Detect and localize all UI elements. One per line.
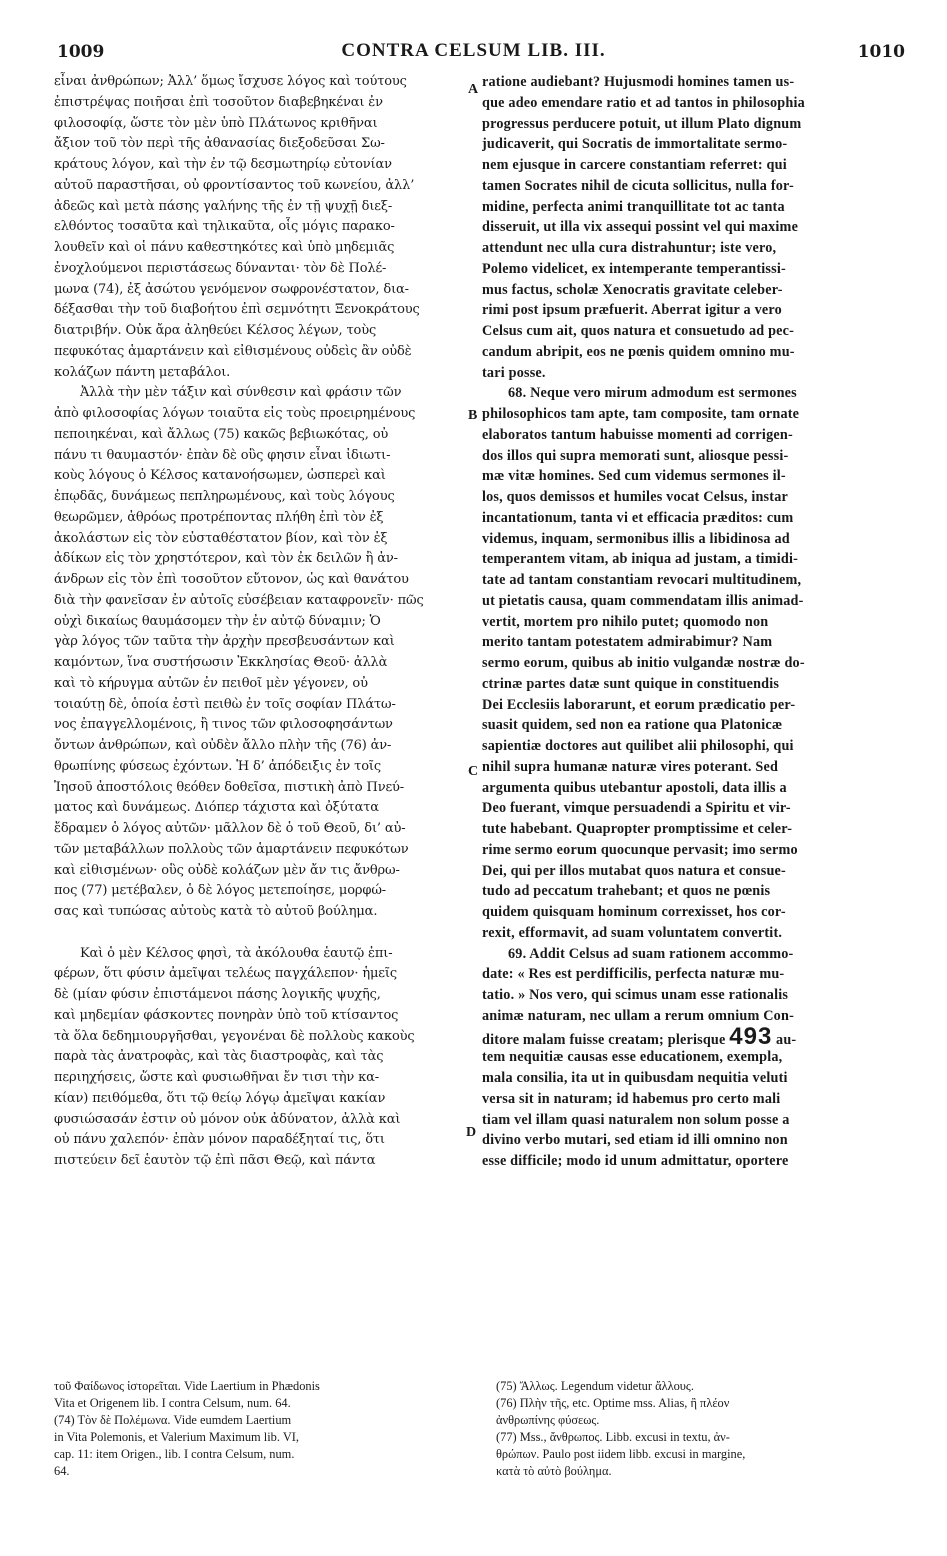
footnotes-left — [54, 1378, 470, 1480]
paragraph-gap — [54, 923, 470, 944]
latin-line: rexit, efformavit, ad suam voluntatem convertit. — [482, 924, 783, 941]
latin-line: ctrinæ partes datæ sunt quique in constituendis — [482, 675, 780, 692]
section-letter-a: A — [468, 82, 479, 97]
greek-line: φιλοσοφίᾳ, ὥστε τὸν μὲν ὑπὸ Πλάτωνος κριθῆναι — [54, 115, 378, 131]
greek-line: οὐχὶ δικαίως θαυμάσομεν τὴν ἐν αὐτῷ δύναμιν; Ὁ — [54, 613, 381, 629]
greek-line: δὲ (μίαν φύσιν ἐπιστάμενοι πάσης λογικῆς ψυχῆς, — [54, 987, 381, 1002]
greek-line: καὶ μηδεμίαν φάσκοντες πονηρὰν ὑπὸ τοῦ κτίσαντος — [54, 1007, 399, 1023]
greek-line: καὶ εἰθισμένων· οὓς οὐδὲ κολάζων μὲν ἄν τις ἄνθρω- — [54, 862, 400, 878]
volume-page-marker: 493 — [729, 1026, 773, 1048]
latin-line: rimi post ipsum præfuerit. Aberrat igitur a vero — [482, 302, 782, 319]
latin-line: elaboratos tantum habuisse momenti ad corrigen- — [482, 426, 793, 443]
latin-line: date: « Res est perdifficilis, perfecta naturæ mu- — [482, 966, 785, 983]
latin-line: midine, perfecta animi tranquillitate tot ac tanta — [482, 198, 785, 215]
footnote-line: ἀνθρωπίνης φύσεως. — [496, 1413, 600, 1427]
latin-line: rime sermo eorum quocunque pervasit; imo sermo — [482, 841, 798, 858]
section-letter-d: D — [466, 1125, 477, 1140]
page-number-left: 1009 — [57, 42, 105, 62]
greek-line: διατριβήν. Οὐκ ἄρα ἀληθεύει Κέλσος λέγων, τοὺς — [54, 323, 377, 338]
latin-line: tiam vel illam quasi naturalem non solum posse a — [482, 1111, 790, 1128]
greek-line: πος (77) μετέβαλεν, ὁ δὲ λόγος μετεποίησε, μορφώ- — [54, 883, 387, 899]
greek-line: διὰ τὴν φανεῖσαν ἐν αὐτοῖς εὐσέβειαν καταφρονεῖν· πῶς — [54, 592, 424, 608]
latin-line: Dei, qui per illos mutabat quos natura et consue- — [482, 862, 786, 879]
latin-line: tari posse. — [482, 364, 546, 381]
latin-line: Polemo videlicet, ex intemperante temperantissi- — [482, 260, 786, 277]
latin-line: tamen Socrates nihil de cicuta sollicitus, nulla for- — [482, 177, 794, 194]
running-title: CONTRA CELSUM LIB. III. — [341, 40, 606, 61]
greek-line: μωνα (74), ἐξ ἀσώτου γενόμενον σωφρονέστατον, δια- — [54, 281, 409, 297]
greek-line: ἔδραμεν ὁ λόγος αὐτῶν· μᾶλλον δὲ ὁ τοῦ Θεοῦ, δι’ αὐ- — [54, 821, 406, 836]
latin-line: tem nequitiæ causas esse educationem, exempla, — [482, 1049, 783, 1066]
latin-line: 69. Addit Celsus ad suam rationem accommo- — [508, 945, 794, 962]
greek-line: πεφυκότας ἁμαρτάνειν καὶ εἰθισμένους οὐδεὶς ἂν οὐδὲ — [54, 343, 412, 359]
greek-line: φέρων, ὅτι φύσιν ἀμεῖψαι τελέως παγχάλεπον· ἡμεῖς — [54, 966, 397, 982]
greek-line: κίαν) πειθόμεθα, ὅτι τῷ θείῳ λόγῳ ἀμεῖψαι κακίαν — [54, 1090, 386, 1106]
greek-line: ἄξιον τοῦ τὸν περὶ τῆς ἀθανασίας διεξοδεῦσαι Σω- — [54, 136, 385, 152]
greek-line: ὄντων ἀνθρώπων, καὶ οὐδὲν ἄλλο πλὴν τῆς (76) ἀν- — [54, 738, 392, 753]
latin-line: dos illos qui supra memorati sunt, aliosque pessi- — [482, 447, 789, 464]
latin-line: versa sit in naturam; id habemus pro certo mali — [482, 1090, 781, 1107]
greek-line: τὰ ὅλα δεδημιουργῆσθαι, γεγονέναι δὲ πολλοὺς κακοὺς — [54, 1028, 415, 1044]
latin-line: progressus perducere potuit, ut illum Plato dignum — [482, 115, 802, 132]
latin-line: incantationum, tanta vi et efficacia præditos: cum — [482, 509, 794, 526]
greek-line: δέξασθαι τὴν τοῦ διαβοήτου ἐπὶ σεμνότητι Ξενοκράτους — [54, 302, 420, 318]
greek-line: λουθεῖν καὶ οἱ πάνυ καθεστηκότες καὶ ὑπὸ μηδεμιᾶς — [54, 240, 395, 255]
greek-line: ματος καὶ δυνάμεως. Διόπερ τάχιστα καὶ ὀξύτατα — [54, 800, 379, 816]
greek-line: ἐπιστρέψας ποιῆσαι ἐπὶ τοσοῦτον διαβεβηκέναι ἐν — [54, 94, 383, 110]
latin-line: mala consilia, ita ut in quibusdam nequitia veluti — [482, 1070, 788, 1086]
footnote-line: in Vita Polemonis, et Valerium Maximum lib. VI, — [54, 1430, 299, 1444]
latin-line: Deo fuerant, vimque persuadendi a Spiritu et vir- — [482, 800, 791, 817]
greek-line: οὐ πάνυ χαλεπόν· ἐπὰν μόνον παραδέξηταί τις, ὅτι — [54, 1132, 385, 1148]
section-letter-b: B — [468, 408, 478, 423]
latin-line: ut pietatis causa, quam commendatam illis animad- — [482, 592, 804, 609]
greek-line: περιηχήσεις, ὥστε καὶ φυσιωθῆναι ἔν τισι τὴν κα- — [54, 1070, 380, 1085]
greek-line: κράτους λόγον, καὶ τὴν ἐν τῷ δεσμωτηρίῳ εὐτονίαν — [54, 157, 392, 172]
greek-line: νος ἐπαγγελλομένοις, ἢ τινος τῶν φιλοσοφησάντων — [54, 717, 393, 733]
greek-line: ἐπῳδᾶς, δυνάμεως πεπληρωμένους, καὶ τοὺς λόγους — [54, 489, 395, 504]
greek-line: γὰρ λόγος τῶν ταῦτα τὴν ἀρχὴν πρεσβευσάντων καὶ — [54, 634, 395, 650]
latin-line: esse difficile; modo id unum admittatur, oportere — [482, 1153, 789, 1169]
latin-line: animæ naturam, nec ullam a rerum omnium Con- — [482, 1007, 794, 1024]
latin-line: tatio. » Nos vero, qui scimus unam esse rationalis — [482, 987, 789, 1003]
greek-line: παρὰ τὰς ἀνατροφὰς, καὶ τὰς διαστροφὰς, καὶ τὰς — [54, 1049, 384, 1065]
latin-line: que adeo emendare ratio et ad tantos in philosophia — [482, 94, 805, 111]
footnote-line: (75) Ἄλλως. Legendum videtur ἄλλους. — [496, 1379, 694, 1393]
greek-line: αὐτοῦ παραστῆσαι, οὐ φροντίσαντος τοῦ κωνείου, ἀλλ’ — [54, 177, 415, 193]
latin-line: attendunt nec ulla cura distrahuntur; iste vero, — [482, 240, 777, 256]
greek-column — [54, 72, 470, 1172]
page-header — [0, 40, 947, 70]
greek-line: πιστεύειν δεῖ ἑαυτὸν τῷ ἐπὶ πᾶσι Θεῷ, καὶ πάντα — [54, 1153, 376, 1168]
latin-line: Dei Ecclesiis laborarunt, et eorum prædicatio per- — [482, 696, 796, 713]
latin-line: Celsus cum ait, quos natura et consuetudo ad pec- — [482, 323, 795, 339]
greek-line: σας καὶ τυπώσας αὐτοὺς κατὰ τὸ αὐτοῦ βούλημα. — [54, 904, 378, 919]
latin-line: suasit quidem, sed non ea ratione qua Platonicæ — [482, 717, 783, 734]
footnote-line: 64. — [54, 1464, 70, 1478]
greek-line: ἀκολάστων εἰς τὸν εὐσταθέστατον βίον, καὶ τὸν ἐξ — [54, 530, 388, 546]
footnote-line: (74) Τὸν δὲ Πολέμωνα. Vide eumdem Laertium — [54, 1413, 292, 1427]
section-letter-c: C — [468, 764, 479, 779]
latin-line-text: au- — [772, 1031, 797, 1048]
latin-line: sermo eorum, quibus ab initio vulgandæ nostræ do- — [482, 655, 805, 671]
latin-line: 68. Neque vero mirum admodum est sermones — [508, 385, 797, 402]
latin-line: judicaverit, qui Socratis de immortalitate sermo- — [482, 136, 788, 153]
greek-line: θεωρῶμεν, ἀθρόως προτρέποντας πλήθη ἐπὶ τὸν ἐξ — [54, 509, 384, 525]
greek-line: καμόντων, ἵνα συστήσωσιν Ἐκκλησίας Θεοῦ· ἀλλὰ — [54, 655, 388, 670]
greek-line: κολάζων πάντη μεταβάλοι. — [54, 364, 231, 380]
latin-line: temperantem vitam, ab iniqua ad justam, a timidi- — [482, 551, 799, 568]
greek-line: τοιαύτῃ δὲ, ὁποία ἐστὶ πειθὼ ἐν τοῖς σοφίαν Πλάτω- — [54, 696, 396, 712]
greek-line: ἀδεῶς καὶ μετὰ πάσης γαλήνης τῆς ἐν τῇ ψυχῇ διεξ- — [54, 198, 393, 214]
latin-column — [482, 72, 902, 1172]
greek-line: Ἰησοῦ ἀποστόλοις θεόθεν δοθεῖσα, πιστικὴ ἀπὸ Πνεύ- — [54, 779, 405, 795]
footnote-line: θρώπων. Paulo post iidem libb. excusi in margine, — [496, 1447, 746, 1461]
latin-line: disseruit, ut illa vix assequi possint vel qui maxime — [482, 219, 799, 236]
greek-line: ελθόντος τοσαῦτα καὶ τηλικαῦτα, οἷς μόγις παρακο- — [54, 219, 395, 235]
greek-line: πεποιηκέναι, καὶ ἄλλως (75) κακῶς βεβιωκότας, οὐ — [54, 426, 389, 442]
latin-line: videmus, inquam, sermonibus illis a libidinosa ad — [482, 530, 790, 547]
greek-line: καὶ τὸ κήρυγμα αὐτῶν ἐν πειθοῖ μὲν γέγονεν, οὐ — [54, 675, 368, 691]
latin-line: sapientiæ doctores aut quilibet alii philosophi, qui — [482, 738, 794, 754]
latin-line: mæ vitæ homines. Sed cum videmus sermones il- — [482, 468, 786, 485]
greek-line: κοὺς λόγους ὁ Κέλσος κατανοήσωμεν, ὡσπερεὶ καὶ — [54, 468, 386, 484]
page-number-right: 1010 — [857, 42, 905, 62]
greek-line: θρωπίνης φύσεως ἐχόντων. Ἡ δ’ ἀπόδειξις ἐν τοῖς — [54, 758, 381, 774]
latin-line: mus factus, scholæ Xenocratis gravitate celeber- — [482, 281, 783, 298]
greek-line: πάνυ τι θαυμαστόν· ἐπὰν δὲ οὓς φησιν εἶναι ἰδιωτι- — [54, 447, 391, 463]
greek-line: Καὶ ὁ μὲν Κέλσος φησὶ, τὰ ἀκόλουθα ἑαυτῷ ἐπι- — [80, 945, 393, 961]
latin-line: merito tantam potestatem admirabimur? Nam — [482, 634, 773, 651]
footnote-line: τοῦ Φαίδωνος ἱστορεῖται. Vide Laertium in Phædonis — [54, 1379, 320, 1393]
footnotes-right — [496, 1378, 906, 1480]
greek-line: άνδρων εἰς τὸν ἐπὶ τοσοῦτον εὔτονον, ὡς καὶ θανάτου — [54, 572, 409, 587]
greek-line: εἶναι ἀνθρώπων; Ἀλλ’ ὅμως ἴσχυσε λόγος καὶ τούτους — [54, 74, 407, 89]
greek-line: τῶν μεταβάλλων πολλοὺς τῶν ἁμαρτάνειν πεφυκότων — [54, 841, 409, 857]
greek-line: ἀδίκων εἰς τὸν χρηστότερον, καὶ τὸν ἐκ δειλῶν ἢ ἀν- — [54, 551, 398, 567]
latin-line: candum abripit, eos ne pœnis quidem omnino mu- — [482, 343, 795, 360]
latin-line: quidem quisquam hominum correxisset, hos cor- — [482, 904, 786, 920]
latin-line: los, quos demissos et humiles vocat Celsus, instar — [482, 489, 788, 505]
latin-line: divino verbo mutari, sed etiam id illi omnino non — [482, 1132, 788, 1149]
footnote-line: κατὰ τὸ αὐτὸ βούλημα. — [496, 1464, 612, 1478]
footnote-line: cap. 11: item Origen., lib. I contra Celsum, num. — [54, 1447, 295, 1461]
latin-line: tudo ad peccatum trahebant; et quos ne pœnis — [482, 883, 771, 900]
greek-line: φυσιώσασάν ἐστιν οὐ μόνον οὐκ ἀδύνατον, ἀλλὰ καὶ — [54, 1111, 401, 1127]
greek-line: ἐνοχλούμενοι περιστάσεως δύνανται· τὸν δὲ Πολέ- — [54, 260, 387, 276]
latin-line-text: ditore malam fuisse creatam; plerisque — [482, 1031, 726, 1048]
latin-line — [482, 1027, 902, 1048]
greek-line: ἀπὸ φιλοσοφίας λόγων τοιαῦτα εἰς τοὺς προειρημένους — [54, 406, 416, 421]
footnote-line: (76) Πλὴν τῆς, etc. Optime mss. Alias, ἢ πλέον — [496, 1396, 730, 1410]
latin-line: nem ejusque in carcere constantiam referret: qui — [482, 157, 787, 173]
latin-line: tute habebant. Quapropter promptissime et celer- — [482, 821, 793, 837]
latin-line: vertit, mortem pro nihilo putet; quomodo non — [482, 613, 769, 630]
greek-line: Ἀλλὰ τὴν μὲν τάξιν καὶ σύνθεσιν καὶ φράσιν τῶν — [80, 385, 402, 401]
latin-line: nihil supra humanæ naturæ vires poterant. Sed — [482, 758, 779, 775]
footnote-line: (77) Mss., ἄνθρωπος. Libb. excusi in textu, ἀν- — [496, 1430, 730, 1444]
latin-line: ratione audiebant? Hujusmodi homines tamen us- — [482, 74, 795, 90]
latin-line: philosophicos tam apte, tam composite, tam ornate — [482, 406, 800, 422]
latin-line: tate ad tantam constantiam revocari multitudinem, — [482, 572, 802, 588]
latin-line: argumenta quibus utebantur apostoli, data illis a — [482, 779, 787, 796]
footnote-line: Vita et Origenem lib. I contra Celsum, num. 64. — [54, 1396, 291, 1410]
